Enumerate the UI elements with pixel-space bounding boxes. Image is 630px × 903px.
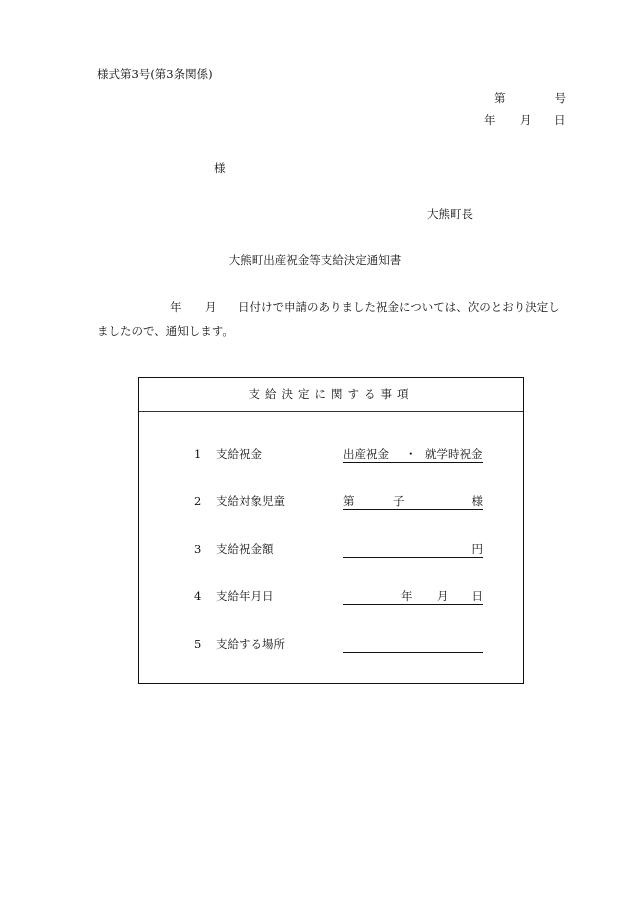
table-heading: 支給決定に関する事項 — [139, 378, 523, 412]
item-number: 3 — [194, 542, 202, 556]
body-year-label: 年 — [170, 300, 182, 314]
table-row — [194, 636, 285, 652]
issue-day-label: 日 — [554, 113, 566, 127]
number-prefix: 第 — [494, 91, 506, 105]
item-number: 5 — [194, 637, 202, 651]
value-part: 月 — [437, 589, 449, 603]
value-part: 出産祝金 — [343, 447, 389, 461]
sender-name: 大熊町長 — [427, 207, 473, 221]
item-value-payment-date — [343, 588, 483, 605]
body-line-1-text: 日付けで申請のありました祝金については、次のとおり決定し — [238, 300, 560, 314]
number-suffix: 号 — [554, 91, 566, 105]
document-title: 大熊町出産祝金等支給決定通知書 — [228, 253, 402, 267]
value-part: ・ — [405, 447, 417, 461]
item-number: 1 — [194, 447, 202, 461]
value-part: 就学時祝金 — [425, 447, 483, 461]
body-line-2: ましたので、通知します。 — [97, 324, 234, 338]
item-label: 支給対象児童 — [216, 494, 285, 508]
item-label: 支給祝金額 — [216, 542, 274, 556]
item-label: 支給祝金 — [216, 447, 262, 461]
value-part: 日 — [471, 589, 483, 603]
item-label: 支給する場所 — [216, 637, 285, 651]
value-part: 様 — [471, 494, 483, 508]
item-label: 支給年月日 — [216, 589, 274, 603]
document-number-line — [494, 90, 566, 106]
decision-details-table — [138, 377, 524, 684]
value-part: 子 — [393, 494, 405, 508]
table-row — [194, 493, 285, 509]
value-part: 円 — [471, 542, 483, 556]
issue-year-label: 年 — [484, 113, 496, 127]
body-month-label: 月 — [205, 300, 217, 314]
item-value-amount — [343, 541, 483, 558]
form-number: 様式第3号(第3条関係) — [97, 67, 213, 81]
item-value-payment-place — [343, 636, 483, 653]
value-part: 第 — [343, 494, 355, 508]
value-part: 年 — [401, 589, 413, 603]
table-row — [194, 588, 274, 604]
table-row — [194, 446, 262, 462]
item-number: 4 — [194, 589, 202, 603]
item-value-benefit-type — [343, 446, 483, 463]
issue-month-label: 月 — [520, 113, 532, 127]
recipient-honorific: 様 — [214, 161, 226, 175]
item-number: 2 — [194, 494, 202, 508]
table-row — [194, 541, 274, 557]
item-value-child — [343, 493, 483, 510]
